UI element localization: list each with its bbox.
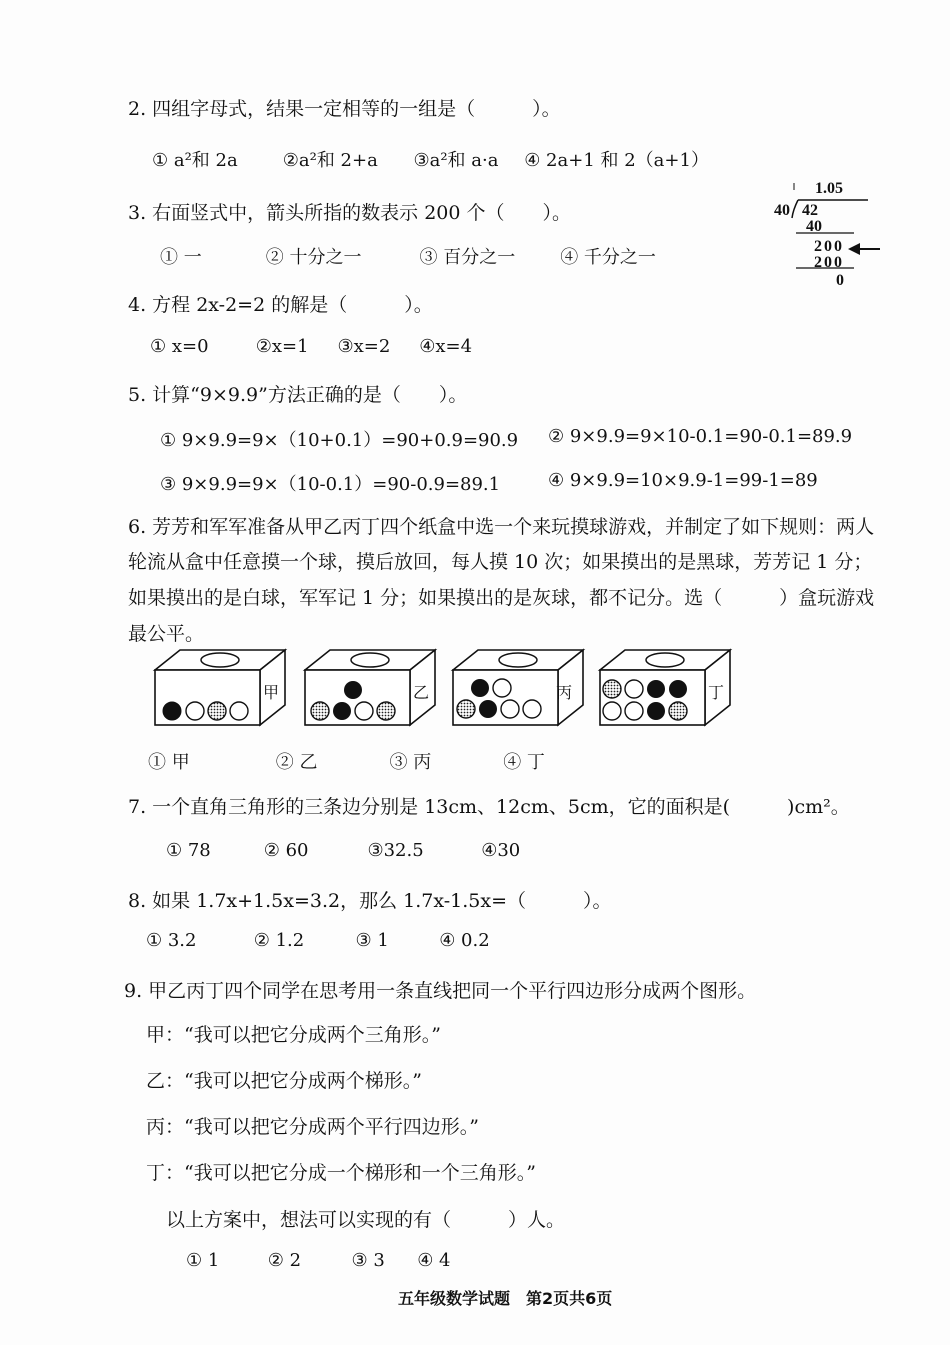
- q3-option[interactable]: ④ 千分之一: [560, 247, 656, 268]
- q3-option[interactable]: ① 一: [160, 247, 202, 268]
- page-footer: 五年级数学试题 第2页共6页: [398, 1289, 613, 1308]
- q7-options: [166, 840, 520, 861]
- q4-option[interactable]: ③x=2: [337, 336, 391, 357]
- q4-stem: 4. 方程 2x-2=2 的解是（ ）。: [128, 294, 433, 316]
- q3-option[interactable]: ③ 百分之一: [419, 247, 516, 268]
- q3-option[interactable]: ② 十分之一: [265, 247, 362, 268]
- q4-options: [150, 336, 472, 357]
- q8-stem: 8. 如果 1.7x+1.5x=3.2，那么 1.7x-1.5x=（ ）。: [128, 890, 612, 912]
- division-sub1: 40: [806, 218, 822, 235]
- q7-option[interactable]: ① 78: [166, 840, 211, 861]
- q6-line: 6. 芳芳和军军准备从甲乙丙丁四个纸盒中选一个来玩摸球游戏，并制定了如下规则：两人: [128, 516, 875, 538]
- q8-option[interactable]: ② 1.2: [253, 930, 305, 951]
- q2-stem: 2. 四组字母式，结果一定相等的一组是（ ）。: [128, 98, 561, 120]
- arrow-left-icon: [848, 243, 880, 255]
- q4-option[interactable]: ④x=4: [419, 336, 473, 357]
- box-label: 乙: [413, 683, 430, 702]
- q8-option[interactable]: ④ 0.2: [439, 930, 490, 951]
- q6-line: 最公平。: [128, 623, 205, 645]
- q9-option[interactable]: ④ 4: [417, 1250, 451, 1271]
- q5-option[interactable]: ② 9×9.9=9×10-0.1=90-0.1=89.9: [548, 426, 853, 447]
- q9-stem: 9. 甲乙丙丁四个同学在思考用一条直线把同一个平行四边形分成两个图形。: [124, 980, 757, 1002]
- q6-option[interactable]: ① 甲: [148, 752, 190, 773]
- box-label: 甲: [263, 683, 280, 702]
- q3-options: [160, 243, 656, 269]
- q7-option[interactable]: ④30: [481, 840, 521, 861]
- q2-options: [152, 146, 709, 172]
- q8-option[interactable]: ③ 1: [355, 930, 389, 951]
- division-quotient: 1.05: [815, 180, 843, 197]
- q9-option[interactable]: ② 2: [267, 1250, 302, 1271]
- division-rem1: 200: [814, 238, 844, 255]
- division-rem2: 0: [836, 272, 844, 289]
- q7-option[interactable]: ③32.5: [367, 840, 424, 861]
- q8-options: [146, 930, 490, 951]
- q2-option[interactable]: ②a²和 2+a: [282, 150, 378, 171]
- q7-stem: 7. 一个直角三角形的三条边分别是 13cm、12cm、5cm，它的面积是( )cm²。: [128, 796, 850, 818]
- q3-stem: 3. 右面竖式中，箭头所指的数表示 200 个（ ）。: [128, 202, 572, 224]
- q9-question: 以上方案中，想法可以实现的有（ ）人。: [166, 1209, 566, 1231]
- q9-statement: 甲：“我可以把它分成两个三角形。”: [146, 1024, 441, 1046]
- q9-options: [186, 1250, 451, 1271]
- box-label: 丁: [708, 683, 725, 702]
- q6-line: 如果摸出的是白球，军军记 1 分；如果摸出的是灰球，都不记分。选（ ）盒玩游戏: [128, 587, 875, 609]
- q4-option[interactable]: ① x=0: [150, 336, 209, 357]
- q4-option[interactable]: ②x=1: [255, 336, 309, 357]
- q5-stem: 5. 计算“9×9.9”方法正确的是（ ）。: [128, 384, 468, 406]
- q6-option[interactable]: ② 乙: [275, 752, 318, 773]
- q6-option[interactable]: ③ 丙: [389, 752, 432, 773]
- q6-options: [148, 748, 545, 774]
- long-division: [770, 180, 890, 290]
- q9-statement: 丙：“我可以把它分成两个平行四边形。”: [146, 1116, 479, 1138]
- division-sub2: 200: [814, 254, 844, 271]
- division-dividend: 42: [802, 202, 818, 219]
- q9-option[interactable]: ① 1: [186, 1250, 220, 1271]
- q8-option[interactable]: ① 3.2: [146, 930, 197, 951]
- q2-option[interactable]: ④ 2a+1 和 2（a+1）: [524, 150, 709, 171]
- q5-option[interactable]: ④ 9×9.9=10×9.9-1=99-1=89: [548, 470, 818, 491]
- q5-option[interactable]: ① 9×9.9=9×（10+0.1）=90+0.9=90.9: [160, 430, 519, 451]
- q2-option[interactable]: ① a²和 2a: [152, 150, 238, 171]
- box-label: 丙: [556, 683, 573, 702]
- q5-option[interactable]: ③ 9×9.9=9×（10-0.1）=90-0.9=89.1: [160, 474, 501, 495]
- ball-boxes-figure: [150, 645, 740, 735]
- q7-option[interactable]: ② 60: [263, 840, 309, 861]
- q2-option[interactable]: ③a²和 a·a: [413, 150, 499, 171]
- division-divisor: 40: [774, 202, 790, 219]
- q6-option[interactable]: ④ 丁: [503, 752, 545, 773]
- q6-line: 轮流从盒中任意摸一个球，摸后放回，每人摸 10 次；如果摸出的是黑球，芳芳记 1 分；: [128, 551, 873, 573]
- q9-statement: 乙：“我可以把它分成两个梯形。”: [146, 1070, 422, 1092]
- q9-option[interactable]: ③ 3: [351, 1250, 385, 1271]
- q9-statement: 丁：“我可以把它分成一个梯形和一个三角形。”: [146, 1162, 536, 1184]
